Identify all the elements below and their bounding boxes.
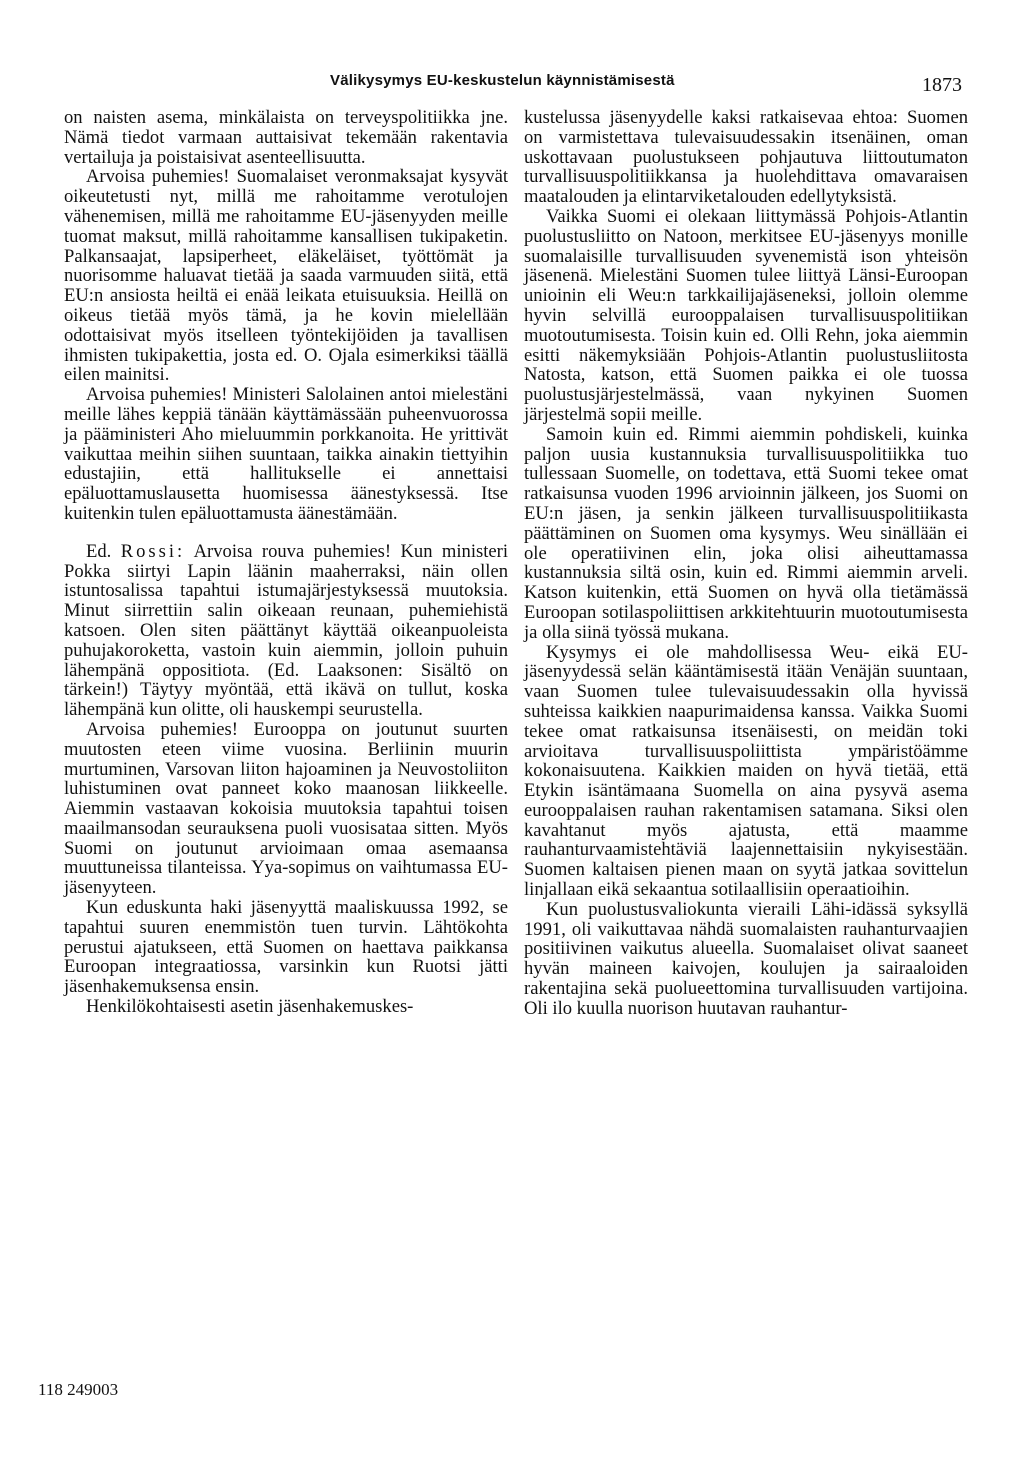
speaker-prefix: Ed.: [86, 540, 112, 562]
running-header-title: Välikysymys EU-keskustelun käynnistämisestä: [330, 72, 675, 89]
speech-separator: [64, 524, 508, 542]
left-paragraph-1: on naisten asema, minkälaista on terveyspolitiikka jne. Nämä tiedot varmaan auttaisivat tekemään rakentavia vertailuja ja poistaisivat asenteellisuutta.: [64, 107, 508, 168]
right-paragraph-1: kustelussa jäsenyydelle kaksi ratkaisevaa ehtoa: Suomen on varmistettava tulevaisuudessakin itsenäinen, oman uskottavaan puolustukseen pohjautuva liittoutumaton turvallisuuspolitiikkansa ja huolehdittava omavaraisen maatalouden ja elintarviketalouden edellytyksistä.: [524, 107, 968, 208]
right-paragraph-4: Kysymys ei ole mahdollisessa Weu- eikä EU-jäsenyydessä selän kääntämisestä itään Venäjän suuntaan, vaan Suomen tulee tulevaisuudessakin olla hyvissä suhteissa kaikkien naapurimaidensa kanssa. Vaikka Suomi tekee omat ratkaisunsa itsenäisesti, on meidän toki arvioitava turvallisuuspoliittista ympäristöämme kokonaisuutena. Kaikkien maiden on hyvä tietää, että Etykin isäntämaana Suomella on aina pysyvä asema eurooppalaisen rauhan rakentamisen satamana. Siksi olen kavahtanut myös ajatusta, että maamme rauhanturvaamistehtäviä laajennettaisiin nykyisestään. Suomen kaltaisen pienen maan on syytä jatkaa sovittelun linjallaan eikä sekaantua sotilaallisiin operaatioihin.: [524, 641, 968, 901]
left-paragraph-6: Kun eduskunta haki jäsenyyttä maaliskuussa 1992, se tapahtui suuren enemmistön tuen turvin. Lähtökohta perustui ajatukseen, että Suomen on haettava paikkansa Euroopan integraatiossa, varsinkin kun Ruotsi jätti jäsenhakemuksensa ensin.: [64, 897, 508, 998]
left-paragraph-4-speech: [64, 542, 508, 720]
left-column: [64, 108, 508, 1017]
left-paragraph-5: Arvoisa puhemies! Eurooppa on joutunut suurten muutosten eteen viime vuosina. Berliinin muurin murtuminen, Varsovan liiton hajoaminen ja Neuvostoliiton luhistuminen ovat panneet koko maanosan liikkeelle. Aiemmin vastaavan kokoisia muutoksia tapahtui toisen maailmansodan seurauksena puoli vuosisataa sitten. Myös Suomi on joutunut arvioimaan omaa asemaansa muuttuneissa tilanteissa. Yya-sopimus on vaihtumassa EU-jäsenyyteen.: [64, 718, 508, 899]
right-paragraph-2: Vaikka Suomi ei olekaan liittymässä Pohjois-Atlantin puolustusliitto on Natoon, merkitsee EU-jäsenyys monille suomalaisille turvallisuuden syvenemistä ison yhteisön jäsenenä. Mielestäni Suomen tulee liittyä Länsi-Euroopan unioinin eli Weu:n tarkkailijajäseneksi, jolloin olemme hyvin selvillä eurooppalaisen turvallisuuspolitiikan muotoutumisesta. Toisin kuin ed. Olli Rehn, joka aiemmin esitti näkemyksiään Pohjois-Atlantin puolustusliitosta Natosta, katson, että Suomen paikka ei ole tuossa puolustusjärjestelmässä, vaan nykyinen Suomen järjestelmä sopii meille.: [524, 205, 968, 425]
speaker-name: Rossi:: [120, 540, 186, 562]
print-code: 118 249003: [38, 1380, 119, 1399]
left-paragraph-7: Henkilökohtaisesti asetin jäsenhakemuskes-: [86, 996, 414, 1018]
right-paragraph-5: Kun puolustusvaliokunta vieraili Lähi-idässä syksyllä 1991, oli vaikuttavaa nähdä suomalaisten rauhanturvaajien positiivinen vaikutus alueella. Suomalaiset olivat saaneet hyvän maineen kaivojen, koulujen ja sairaaloiden rakentajina sekä puolueettomina turvallisuuden vartijoina. Oli ilo kuulla nuorison huutavan rauhantur-: [524, 898, 968, 1019]
right-paragraph-3: Samoin kuin ed. Rimmi aiemmin pohdiskeli, kuinka paljon uusia kustannuksia turvallisuuspolitiikka tuo tullessaan Suomelle, on todettava, että Suomi tekee omat ratkaisunsa vuoden 1996 arvioinnin jälkeen, jos Suomi on EU:n jäsen, ja senkin jälkeen turvallisuuspolitiikasta päättäminen on Suomen oma kysymys. Weu sinällään ei ole operatiivinen elin, joka olisi aiheuttamassa kustannuksia siltä osin, kuin ed. Rimmi aiemmin arveli. Katson kuitenkin, että Suomen on hyvä olla tietämässä Euroopan sotilaspoliittisen arkkitehtuurin muotoutumisesta ja olla siinä työssä mukana.: [524, 423, 968, 643]
speech-opening: Arvoisa rouva puhemies! Kun ministeri Pokka siirtyi Lapin läänin maaherraksi, näin ollen istuntosalissa tapahtui istumajärjestyksessä muutoksia. Minut siirrettiin salin oikeaan reunaan, puhemiehistä katsoen. Olen siten päättänyt käyttää oikeanpuoleista puhujakoroketta, vastoin kuin aiemmin, jolloin puhuin lähempänä oppositiota. (Ed. Laaksonen: Sisältö on tärkein!) Täytyy myöntää, että ikävä on tullut, koska lähempänä kun olitte, oli hauskempi seurustella.: [64, 540, 508, 721]
left-paragraph-3: Arvoisa puhemies! Ministeri Salolainen antoi mielestäni meille lähes keppiä tänään käyttämässään puheenvuorossa ja pääministeri Aho mieluummin porkkanoita. He yrittivät vaikuttaa meihin siihen suuntaan, taikka ainakin tiettyihin edustajiin, että hallitukselle ei annettaisi epäluottamuslausetta huomisessa äänestyksessä. Itse kuitenkin tulen epäluottamusta äänestämään.: [64, 384, 508, 524]
left-paragraph-2: Arvoisa puhemies! Suomalaiset veronmaksajat kysyvät oikeutetusti nyt, millä me rahoitamme verotulojen vähenemisen, millä me rahoitamme EU-jäsenyyden meille tuomat maksut, millä rahoitamme kansallisen tukipaketin. Palkansaajat, lapsiperheet, eläkeläiset, työttömät ja nuorisomme haluavat tietää ja saada varmuuden siitä, että EU:n ansiosta heiltä ei enää leikata etuisuuksia. Heillä on oikeus tietää myös tämä, ja he kovin mielellään odottaisivat myös itselleen työntekijöiden ja tavallisen ihmisten tukipakettia, josta ed. O. Ojala esimerkiksi täällä eilen mainitsi.: [64, 166, 508, 386]
right-column: [524, 108, 968, 1019]
page-number: 1873: [922, 74, 962, 96]
